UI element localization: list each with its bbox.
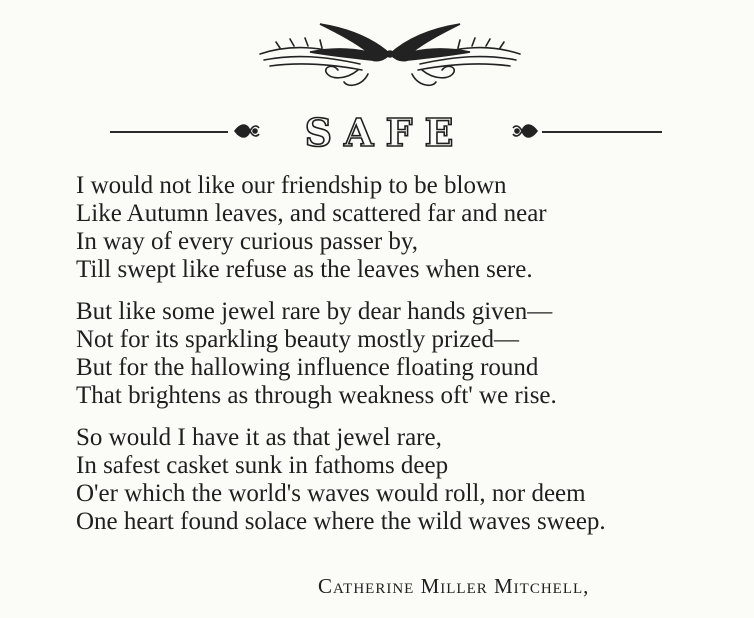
title-rule-right	[542, 131, 662, 133]
fleuron-ornament-icon	[510, 118, 540, 144]
poem-line: O'er which the world's waves would roll, nor deem	[76, 480, 586, 507]
poem-line: One heart found solace where the wild waves sweep.	[76, 508, 606, 535]
poem-line: So would I have it as that jewel rare,	[76, 424, 442, 451]
title-rule-left	[110, 131, 228, 133]
poem-line: But for the hallowing influence floating round	[76, 354, 539, 381]
poem-line: In safest casket sunk in fathoms deep	[76, 452, 449, 479]
poem-line: Not for its sparkling beauty mostly prized—	[76, 326, 519, 353]
fleuron-ornament-icon	[232, 118, 262, 144]
poem-line: Till swept like refuse as the leaves when sere.	[76, 256, 533, 283]
poem-line: Like Autumn leaves, and scattered far and near	[76, 200, 547, 227]
poem-body	[76, 172, 726, 550]
poem-line: In way of every curious passer by,	[76, 228, 419, 255]
title-row	[110, 110, 662, 155]
author-signature: Catherine Miller Mitchell,	[318, 574, 590, 598]
twin-swallows-ornament-icon	[250, 14, 530, 92]
stanza-1	[76, 172, 726, 284]
stanza-2	[76, 298, 726, 410]
poem-line: That brightens as through weakness oft' we rise.	[76, 382, 557, 409]
poem-line: But like some jewel rare by dear hands given—	[76, 298, 553, 325]
poem-title: SAFE	[304, 110, 466, 155]
poem-line: I would not like our friendship to be blown	[76, 172, 507, 199]
stanza-3	[76, 424, 726, 536]
